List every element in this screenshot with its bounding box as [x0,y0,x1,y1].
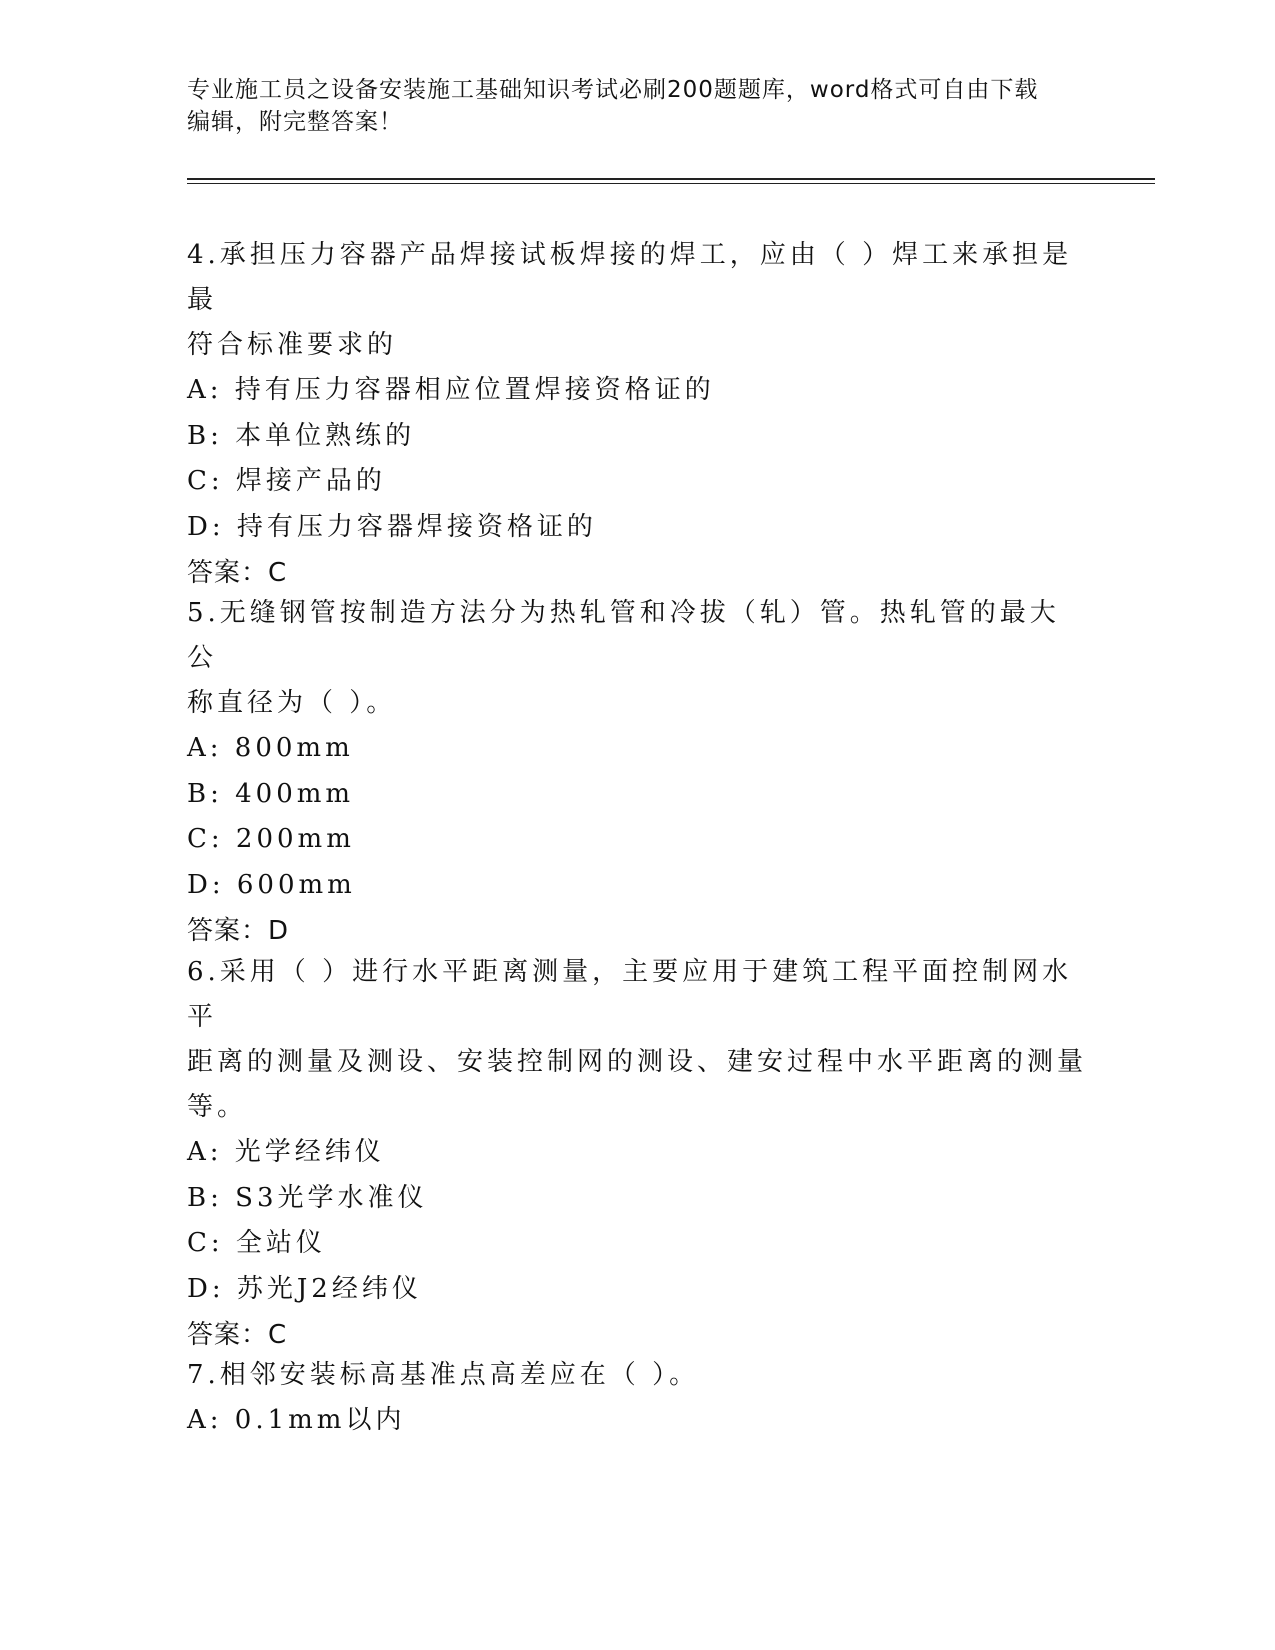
option-b: B: 本单位熟练的 [187,420,416,451]
question-7 [187,1353,1087,1444]
option-a: A: 持有压力容器相应位置焊接资格证的 [187,375,715,405]
option-c: C: 全站仪 [187,1228,326,1258]
header-line-1: 专业施工员之设备安装施工基础知识考试必刷200题题库，word格式可自由下载 [187,77,1039,103]
question-stem-line: 符合标准要求的 [187,330,398,360]
question-stem-line: 5.无缝钢管按制造方法分为热轧管和冷拔（轧）管。热轧管的最大公 [187,598,1060,673]
header-line-2: 编辑，附完整答案！ [187,109,403,135]
answer: 答案：C [187,1320,288,1350]
question-stem-line: 6.采用（ ）进行水平距离测量，主要应用于建筑工程平面控制网水平 [187,957,1073,1032]
question-4 [187,233,1087,596]
header-divider-thin [187,183,1155,184]
question-stem-line: 等。 [187,1092,248,1122]
document-header [187,74,1087,138]
header-divider-thick [187,178,1155,180]
option-c: C: 200mm [187,824,355,854]
option-a: A: 光学经纬仪 [187,1137,385,1167]
question-stem-line: 称直径为（ ）。 [187,688,397,718]
option-b: B: S3光学水准仪 [187,1182,428,1213]
option-d: D: 持有压力容器焊接资格证的 [187,511,597,542]
option-c: C: 焊接产品的 [187,466,386,496]
question-5 [187,591,1087,954]
answer: 答案：C [187,558,288,588]
question-stem-line: 距离的测量及测设、安装控制网的测设、建安过程中水平距离的测量 [187,1047,1088,1077]
option-d: D: 600mm [187,869,356,900]
option-d: D: 苏光J2经纬仪 [187,1273,422,1304]
option-a: A: 800mm [187,733,354,763]
option-b: B: 400mm [187,778,355,809]
question-stem-line: 4.承担压力容器产品焊接试板焊接的焊工，应由（ ）焊工来承担是最 [187,240,1073,315]
answer: 答案：D [187,916,290,946]
question-stem-line: 7.相邻安装标高基准点高差应在（ ）。 [187,1360,700,1390]
question-6 [187,950,1087,1358]
option-a: A: 0.1mm以内 [187,1405,406,1435]
